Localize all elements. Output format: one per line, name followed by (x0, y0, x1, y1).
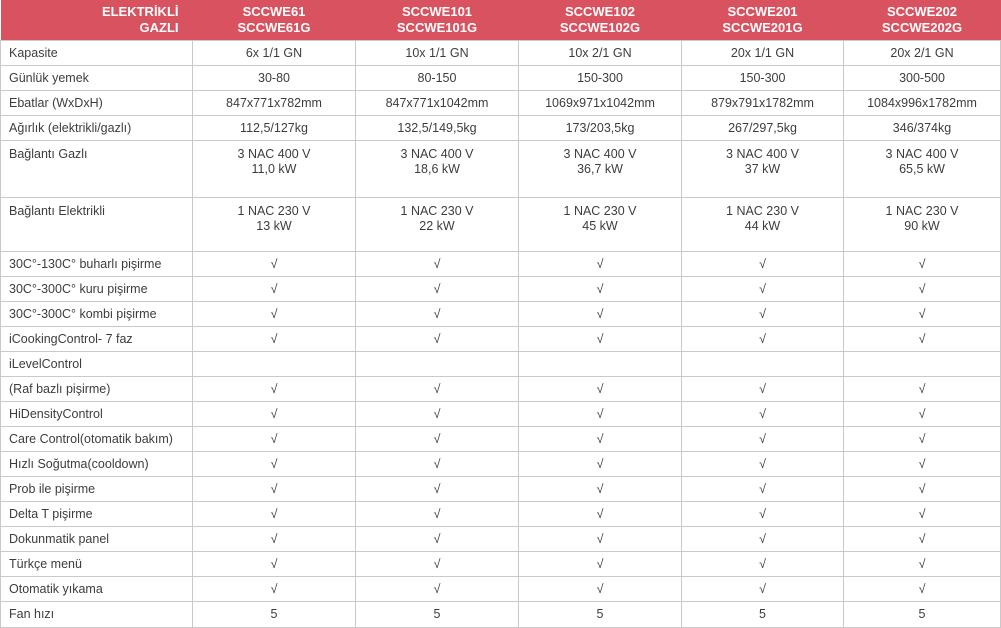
header-line: SCCWE201G (722, 20, 803, 35)
spec-value-line: 1 NAC 230 V (563, 204, 637, 218)
spec-value-multiline (193, 141, 356, 198)
checkmark-cell: √ (519, 527, 682, 552)
spec-value-line: 65,5 kW (899, 162, 945, 176)
table-row (1, 477, 1001, 502)
row-label: (Raf bazlı pişirme) (1, 377, 193, 402)
checkmark-cell: √ (356, 402, 519, 427)
column-header-sccwe201 (682, 0, 844, 41)
spec-value: 5 (844, 602, 1001, 628)
checkmark-cell: √ (356, 252, 519, 277)
checkmark-cell: √ (844, 477, 1001, 502)
row-label: 30C°-300C° kombi pişirme (1, 302, 193, 327)
table-row (1, 452, 1001, 477)
row-label: 30C°-300C° kuru pişirme (1, 277, 193, 302)
row-label: HiDensityControl (1, 402, 193, 427)
spec-value-multiline (682, 198, 844, 252)
spec-value: 5 (356, 602, 519, 628)
checkmark-cell: √ (193, 477, 356, 502)
spec-value-multiline (844, 198, 1001, 252)
spec-value-line: 3 NAC 400 V (400, 147, 474, 161)
checkmark-cell: √ (519, 552, 682, 577)
column-header-sccwe202 (844, 0, 1001, 41)
checkmark-cell: √ (193, 252, 356, 277)
checkmark-cell: √ (193, 552, 356, 577)
checkmark-cell: √ (844, 427, 1001, 452)
table-row (1, 91, 1001, 116)
spec-value: 10x 1/1 GN (356, 41, 519, 66)
spec-value-line: 13 kW (256, 219, 292, 233)
checkmark-cell: √ (193, 427, 356, 452)
spec-value (356, 352, 519, 377)
table-row (1, 116, 1001, 141)
table-row (1, 66, 1001, 91)
checkmark-cell: √ (682, 452, 844, 477)
spec-value-line: 44 kW (744, 219, 781, 233)
checkmark-cell: √ (356, 527, 519, 552)
checkmark-cell: √ (844, 377, 1001, 402)
header-line: SCCWE101G (396, 20, 478, 35)
spec-value: 173/203,5kg (519, 116, 682, 141)
spec-value-line: 1 NAC 230 V (237, 204, 311, 218)
spec-value: 847x771x782mm (193, 91, 356, 116)
spec-value-multiline (844, 141, 1001, 198)
table-row (1, 327, 1001, 352)
checkmark-cell: √ (844, 577, 1001, 602)
spec-value: 1069x971x1042mm (519, 91, 682, 116)
checkmark-cell: √ (193, 402, 356, 427)
row-label: Bağlantı Gazlı (1, 141, 193, 198)
checkmark-cell: √ (356, 577, 519, 602)
checkmark-cell: √ (682, 402, 844, 427)
spec-value-multiline (356, 141, 519, 198)
spec-table-body (1, 41, 1001, 628)
checkmark-cell: √ (682, 527, 844, 552)
column-header-power-type (1, 0, 193, 41)
spec-value: 132,5/149,5kg (356, 116, 519, 141)
spec-value: 20x 1/1 GN (682, 41, 844, 66)
spec-value-line: 3 NAC 400 V (237, 147, 311, 161)
checkmark-cell: √ (844, 302, 1001, 327)
spec-value: 150-300 (682, 66, 844, 91)
spec-value-line: 45 kW (582, 219, 618, 233)
spec-value: 300-500 (844, 66, 1001, 91)
table-row (1, 252, 1001, 277)
header-line: SCCWE102 (564, 4, 636, 19)
row-label: iLevelControl (1, 352, 193, 377)
header-line: SCCWE101 (401, 4, 473, 19)
checkmark-cell: √ (356, 377, 519, 402)
checkmark-cell: √ (682, 277, 844, 302)
header-line: SCCWE201 (727, 4, 798, 19)
header-line: SCCWE202 (886, 4, 958, 19)
checkmark-cell: √ (519, 427, 682, 452)
spec-value: 150-300 (519, 66, 682, 91)
table-row (1, 198, 1001, 252)
checkmark-cell: √ (844, 527, 1001, 552)
checkmark-cell: √ (519, 577, 682, 602)
checkmark-cell: √ (356, 277, 519, 302)
checkmark-cell: √ (519, 452, 682, 477)
spec-value: 80-150 (356, 66, 519, 91)
row-label: Ebatlar (WxDxH) (1, 91, 193, 116)
table-row (1, 577, 1001, 602)
row-label: Kapasite (1, 41, 193, 66)
row-label: Türkçe menü (1, 552, 193, 577)
checkmark-cell: √ (519, 502, 682, 527)
spec-value: 10x 2/1 GN (519, 41, 682, 66)
spec-value-multiline (519, 198, 682, 252)
checkmark-cell: √ (682, 302, 844, 327)
row-label: Ağırlık (elektrikli/gazlı) (1, 116, 193, 141)
checkmark-cell: √ (193, 377, 356, 402)
spec-value-multiline (356, 198, 519, 252)
row-label: Hızlı Soğutma(cooldown) (1, 452, 193, 477)
table-row (1, 277, 1001, 302)
row-label: Bağlantı Elektrikli (1, 198, 193, 252)
checkmark-cell: √ (519, 477, 682, 502)
spec-value: 1084x996x1782mm (844, 91, 1001, 116)
checkmark-cell: √ (193, 302, 356, 327)
spec-table-header (1, 0, 1001, 41)
spec-value-line: 22 kW (419, 219, 455, 233)
checkmark-cell: √ (356, 552, 519, 577)
checkmark-cell: √ (356, 452, 519, 477)
spec-value-line: 18,6 kW (414, 162, 460, 176)
checkmark-cell: √ (682, 552, 844, 577)
column-header-sccwe101 (356, 0, 519, 41)
spec-value: 30-80 (193, 66, 356, 91)
spec-value-line: 90 kW (904, 219, 940, 233)
checkmark-cell: √ (193, 527, 356, 552)
table-row (1, 402, 1001, 427)
header-line: ELEKTRİKLİ (101, 4, 179, 19)
row-label: Prob ile pişirme (1, 477, 193, 502)
row-label: Günlük yemek (1, 66, 193, 91)
checkmark-cell: √ (519, 327, 682, 352)
checkmark-cell: √ (682, 502, 844, 527)
checkmark-cell: √ (193, 577, 356, 602)
spec-value: 5 (682, 602, 844, 628)
table-row (1, 141, 1001, 198)
table-row (1, 352, 1001, 377)
checkmark-cell: √ (844, 452, 1001, 477)
spec-value (519, 352, 682, 377)
spec-value-multiline (193, 198, 356, 252)
header-line: SCCWE102G (559, 20, 641, 35)
spec-value: 5 (519, 602, 682, 628)
checkmark-cell: √ (682, 427, 844, 452)
table-row (1, 41, 1001, 66)
row-label: Dokunmatik panel (1, 527, 193, 552)
header-line: SCCWE61 (242, 4, 306, 19)
checkmark-cell: √ (844, 402, 1001, 427)
checkmark-cell: √ (682, 477, 844, 502)
checkmark-cell: √ (519, 402, 682, 427)
checkmark-cell: √ (193, 502, 356, 527)
spec-value: 879x791x1782mm (682, 91, 844, 116)
checkmark-cell: √ (519, 252, 682, 277)
spec-value-line: 3 NAC 400 V (726, 147, 799, 161)
table-row (1, 602, 1001, 628)
spec-value-multiline (682, 141, 844, 198)
table-row (1, 502, 1001, 527)
checkmark-cell: √ (682, 252, 844, 277)
checkmark-cell: √ (193, 452, 356, 477)
checkmark-cell: √ (519, 302, 682, 327)
checkmark-cell: √ (356, 327, 519, 352)
spec-value-line: 37 kW (744, 162, 781, 176)
row-label: Otomatik yıkama (1, 577, 193, 602)
checkmark-cell: √ (356, 302, 519, 327)
table-row (1, 527, 1001, 552)
checkmark-cell: √ (844, 552, 1001, 577)
spec-value-line: 3 NAC 400 V (563, 147, 637, 161)
spec-value (193, 352, 356, 377)
header-line: SCCWE202G (881, 20, 963, 35)
row-label: Fan hızı (1, 602, 193, 628)
spec-value-line: 1 NAC 230 V (885, 204, 959, 218)
row-label: Care Control(otomatik bakım) (1, 427, 193, 452)
spec-value: 267/297,5kg (682, 116, 844, 141)
header-line: GAZLI (139, 20, 179, 35)
checkmark-cell: √ (519, 277, 682, 302)
table-row (1, 302, 1001, 327)
checkmark-cell: √ (682, 577, 844, 602)
spec-value: 847x771x1042mm (356, 91, 519, 116)
spec-value-multiline (519, 141, 682, 198)
checkmark-cell: √ (356, 427, 519, 452)
row-label: 30C°-130C° buharlı pişirme (1, 252, 193, 277)
table-row (1, 552, 1001, 577)
checkmark-cell: √ (844, 277, 1001, 302)
row-label: Delta T pişirme (1, 502, 193, 527)
table-row (1, 427, 1001, 452)
header-line: SCCWE61G (237, 20, 311, 35)
table-row (1, 377, 1001, 402)
spec-value: 20x 2/1 GN (844, 41, 1001, 66)
header-row (1, 0, 1001, 41)
checkmark-cell: √ (193, 277, 356, 302)
checkmark-cell: √ (356, 502, 519, 527)
checkmark-cell: √ (193, 327, 356, 352)
spec-value: 346/374kg (844, 116, 1001, 141)
checkmark-cell: √ (844, 502, 1001, 527)
spec-value (682, 352, 844, 377)
spec-value (844, 352, 1001, 377)
checkmark-cell: √ (682, 327, 844, 352)
spec-value: 5 (193, 602, 356, 628)
spec-value-line: 3 NAC 400 V (885, 147, 959, 161)
checkmark-cell: √ (844, 327, 1001, 352)
spec-value-line: 36,7 kW (577, 162, 623, 176)
spec-value-line: 1 NAC 230 V (726, 204, 799, 218)
checkmark-cell: √ (682, 377, 844, 402)
spec-value-line: 11,0 kW (251, 162, 297, 176)
checkmark-cell: √ (356, 477, 519, 502)
spec-value: 112,5/127kg (193, 116, 356, 141)
spec-value: 6x 1/1 GN (193, 41, 356, 66)
checkmark-cell: √ (844, 252, 1001, 277)
column-header-sccwe102 (519, 0, 682, 41)
column-header-sccwe61 (193, 0, 356, 41)
spec-value-line: 1 NAC 230 V (400, 204, 474, 218)
row-label: iCookingControl- 7 faz (1, 327, 193, 352)
checkmark-cell: √ (519, 377, 682, 402)
